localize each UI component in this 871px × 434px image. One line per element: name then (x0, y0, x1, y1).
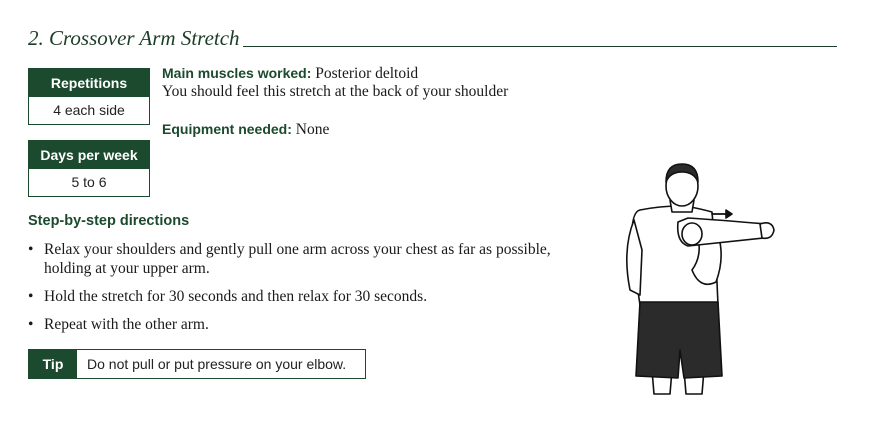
shorts (636, 302, 722, 378)
tip-text: Do not pull or put pressure on your elbow. (87, 356, 347, 372)
bullet: • (28, 316, 34, 333)
direction-step (28, 315, 558, 334)
stretch-feel-text: You should feel this stretch at the back of your shoulder (162, 83, 509, 100)
direction-step-text: Repeat with the other arm. (44, 316, 209, 333)
direction-step-text: Relax your shoulders and gently pull one arm across your chest as far as possible, holding at your upper arm. (44, 241, 551, 277)
main-muscles-value: Posterior deltoid (311, 65, 419, 82)
equipment-needed (162, 119, 329, 140)
arrow-head (726, 210, 732, 218)
days-per-week-value: 5 to 6 (71, 174, 107, 190)
directions-heading: Step-by-step directions (28, 213, 190, 229)
hand (760, 223, 774, 238)
main-muscles (162, 63, 418, 84)
main-muscles-label: Main muscles worked: (162, 65, 312, 81)
tip-box (28, 349, 366, 379)
days-per-week-box (28, 140, 150, 197)
equipment-label: Equipment needed: (162, 121, 292, 137)
repetitions-box (28, 68, 150, 125)
bullet: • (28, 288, 34, 305)
repetitions-label: Repetitions (29, 69, 149, 97)
directions-list (28, 240, 558, 343)
gripping-hand (682, 223, 702, 245)
days-per-week-label: Days per week (29, 141, 149, 169)
title-rule (243, 46, 837, 47)
direction-step (28, 240, 558, 278)
bullet: • (28, 241, 34, 258)
tip-label: Tip (29, 350, 77, 378)
title-row (28, 26, 837, 50)
direction-step-text: Hold the stretch for 30 seconds and then relax for 30 seconds. (44, 288, 428, 305)
exercise-title: 2. Crossover Arm Stretch (28, 26, 240, 50)
direction-step (28, 287, 558, 306)
crossover-stretch-illustration (600, 150, 800, 400)
repetitions-value: 4 each side (53, 102, 125, 118)
equipment-value: None (291, 121, 330, 138)
